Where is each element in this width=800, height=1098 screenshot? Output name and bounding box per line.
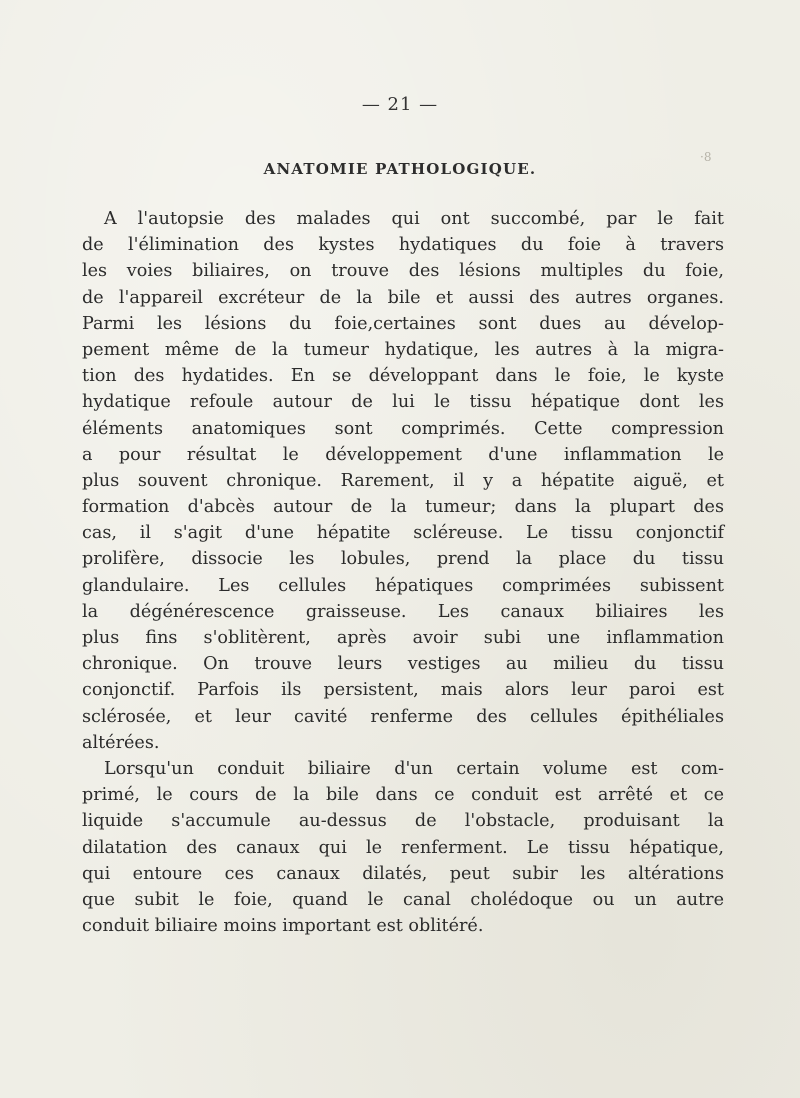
text-line: sclérosée, et leur cavité renferme des cellules épithéliales — [82, 706, 724, 727]
text-line: hydatique refoule autour de lui le tissu hépatique dont les — [82, 392, 724, 413]
text-line: pement même de la tumeur hydatique, les autres à la migra- — [82, 339, 724, 360]
text-line: de l'appareil excréteur de la bile et aussi des autres organes. — [82, 287, 724, 308]
text-line: prolifère, dissocie les lobules, prend la place du tissu — [82, 549, 724, 570]
text-line: plus fins s'oblitèrent, après avoir subi une inflammation — [82, 628, 724, 648]
page-number: — 21 — — [361, 94, 439, 115]
text-line: liquide s'accumule au-dessus de l'obstacle, produisant la — [82, 811, 724, 832]
text-line: qui entoure ces canaux dilatés, peut subir les altérations — [82, 863, 724, 884]
text-line: les voies biliaires, on trouve des lésions multiples du foie, — [82, 261, 724, 282]
section-heading: ANATOMIE PATHOLOGIQUE. — [263, 160, 537, 178]
text-line: chronique. On trouve leurs vestiges au milieu du tissu — [82, 654, 724, 675]
text-line: A l'autopsie des malades qui ont succombé, par le fait — [104, 209, 724, 229]
text-line: dilatation des canaux qui le renferment. Le tissu hépatique, — [82, 837, 724, 858]
text-line: que subit le foie, quand le canal cholédoque ou un autre — [82, 889, 724, 910]
text-line: conjonctif. Parfois ils persistent, mais alors leur paroi est — [82, 680, 724, 701]
text-line: glandulaire. Les cellules hépatiques comprimées subissent — [82, 575, 724, 596]
text-line: éléments anatomiques sont comprimés. Cette compression — [82, 418, 724, 439]
body-text — [82, 206, 724, 939]
text-line: Parmi les lésions du foie,certaines sont dues au dévelop- — [82, 313, 724, 334]
text-line: la dégénérescence graisseuse. Les canaux biliaires les — [82, 601, 724, 622]
text-line: tion des hydatides. En se développant dans le foie, le kyste — [82, 366, 724, 387]
text-line: conduit biliaire moins important est oblitéré. — [82, 916, 484, 937]
text-line: primé, le cours de la bile dans ce conduit est arrêté et ce — [82, 785, 724, 806]
text-line: de l'élimination des kystes hydatiques du foie à travers — [82, 235, 724, 256]
margin-mark: ·8 — [700, 150, 712, 164]
text-line: cas, il s'agit d'une hépatite scléreuse. Le tissu conjonctif — [82, 523, 724, 544]
text-line: plus souvent chronique. Rarement, il y a hépatite aiguë, et — [82, 470, 724, 491]
text-line: Lorsqu'un conduit biliaire d'un certain volume est com- — [104, 758, 724, 779]
text-line: formation d'abcès autour de la tumeur; dans la plupart des — [82, 497, 724, 518]
text-line: a pour résultat le développement d'une inflammation le — [82, 444, 724, 465]
text-line: altérées. — [82, 732, 160, 753]
